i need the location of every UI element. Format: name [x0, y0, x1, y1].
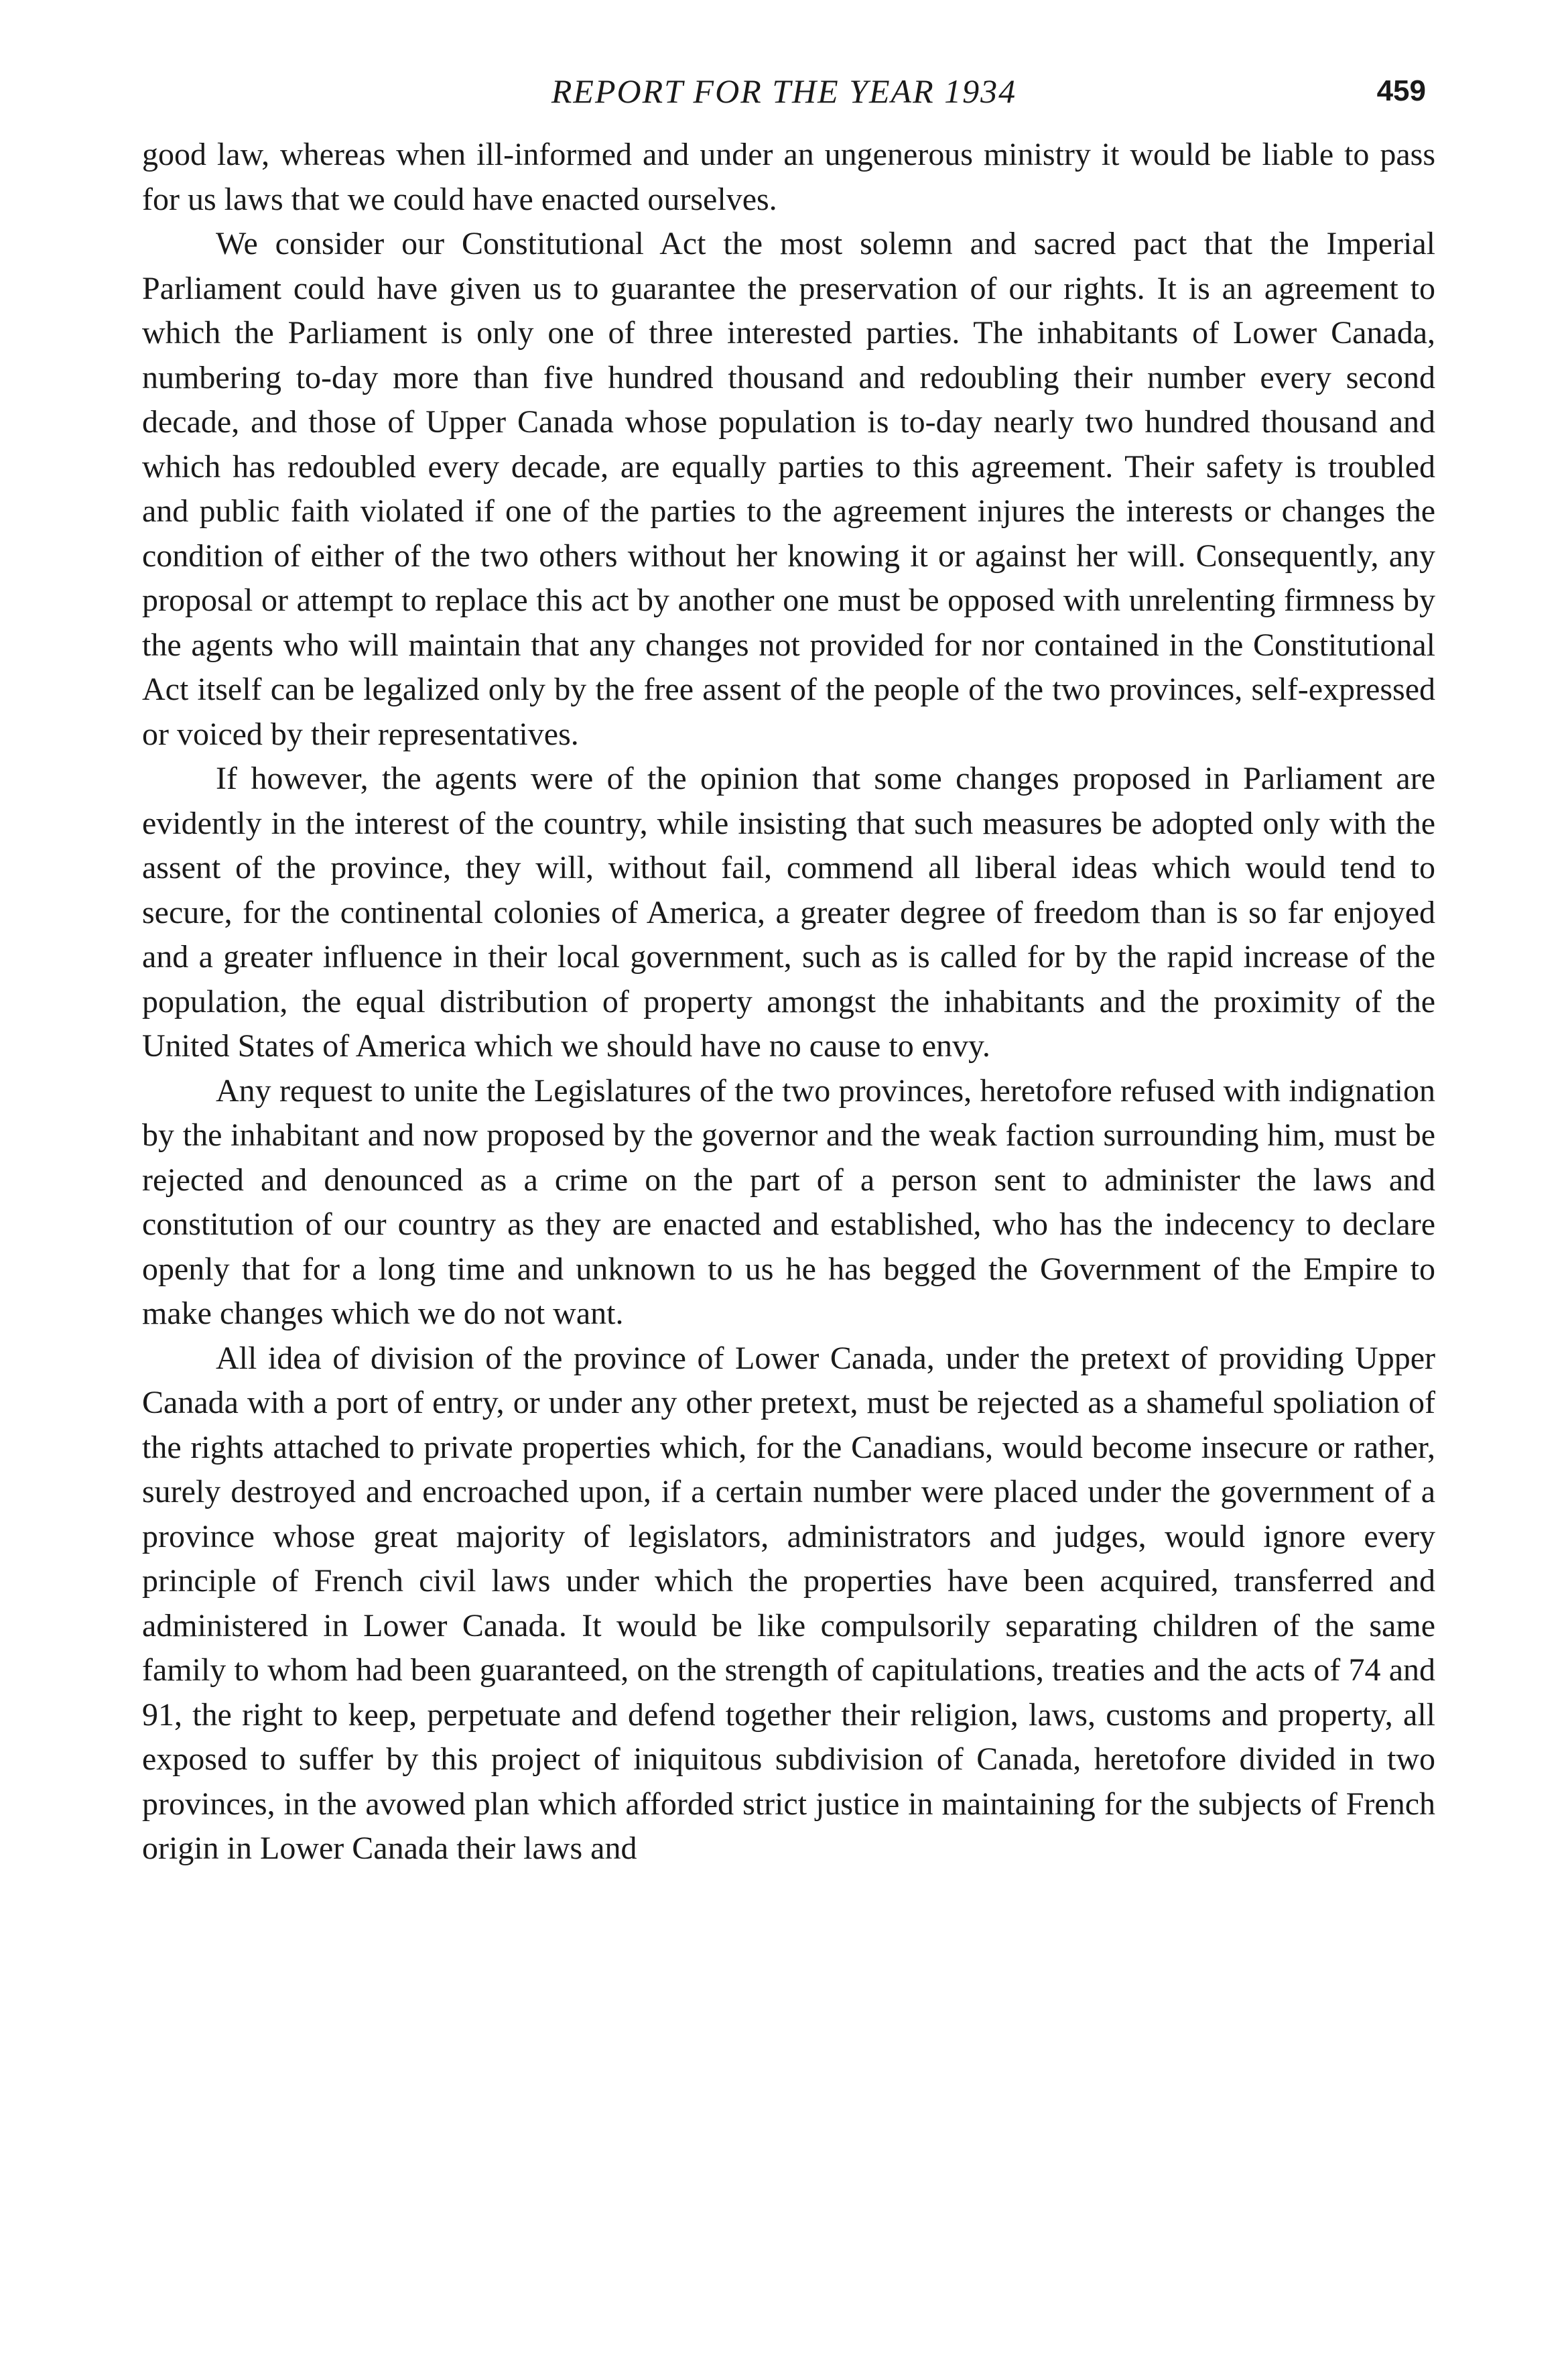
paragraph-union-of-legislatures: Any request to unite the Legislatures of the two provinces, heretofore refused with indignation by the inhabitant and now proposed by the governor and the weak faction surrounding him, must be rejected and denounced as a crime on the part of a person sent to administer the laws and constitution of our country as they are enacted and established, who has the indecency to declare openly that for a long time and unknown to us he has begged the Government of the Empire to make changes which we do not want.	[142, 1072, 1435, 1331]
running-head: REPORT FOR THE YEAR 1934	[551, 72, 1017, 110]
paragraph-division-of-province: All idea of division of the province of Lower Canada, under the pretext of providing Upper Canada with a port of entry, or under any other pretext, must be rejected as a shameful spoliation of the rights attached to private properties which, for the Canadians, would become insecure or rather, surely destroyed and encroached upon, if a certain number were placed under the government of a province whose great majority of legislators, administrators and judges, would ignore every principle of French civil laws under which the properties have been acquired, transferred and administered in Lower Canada. It would be like compulsorily separating children of the same family to whom had been guaranteed, on the strength of capitulations, treaties and the acts of 74 and 91, the right to keep, perpetuate and defend together their religion, laws, customs and property, all exposed to suffer by this project of iniquitous subdivision of Canada, heretofore divided in two provinces, in the avowed plan which afforded strict justice in maintaining for the subjects of French origin in Lower Canada their laws and	[142, 1340, 1435, 1866]
page-number: 459	[1376, 74, 1426, 107]
body-text	[142, 133, 1435, 1871]
paragraph-proposed-changes: If however, the agents were of the opinion that some changes proposed in Parliament are evidently in the interest of the country, while insisting that such measures be adopted only with the assent of the province, they will, without fail, commend all liberal ideas which would tend to secure, for the continental colonies of America, a greater degree of freedom than is so far enjoyed and a greater influence in their local government, such as is called for by the rapid increase of the population, the equal distribution of property amongst the inhabitants and the proximity of the United States of America which we should have no cause to envy.	[142, 761, 1435, 1064]
paragraph-continued: good law, whereas when ill-informed and under an ungenerous ministry it would be liable to pass for us laws that we could have enacted ourselves.	[142, 137, 1435, 217]
page-header	[142, 64, 1426, 118]
paragraph-constitutional-act: We consider our Constitutional Act the most solemn and sacred pact that the Imperial Parliament could have given us to guarantee the preservation of our rights. It is an agreement to which the Parliament is only one of three interested parties. The inhabitants of Lower Canada, numbering to-day more than five hundred thousand and redoubling their number every second decade, and those of Upper Canada whose population is to-day nearly two hundred thousand and which has redoubled every decade, are equally parties to this agreement. Their safety is troubled and public faith violated if one of the parties to the agreement injures the interests or changes the condition of either of the two others without her knowing it or against her will. Consequently, any proposal or attempt to replace this act by another one must be opposed with unrelenting firmness by the agents who will maintain that any changes not provided for nor contained in the Constitutional Act itself can be legalized only by the free assent of the people of the two provinces, self-expressed or voiced by their representatives.	[142, 226, 1435, 752]
